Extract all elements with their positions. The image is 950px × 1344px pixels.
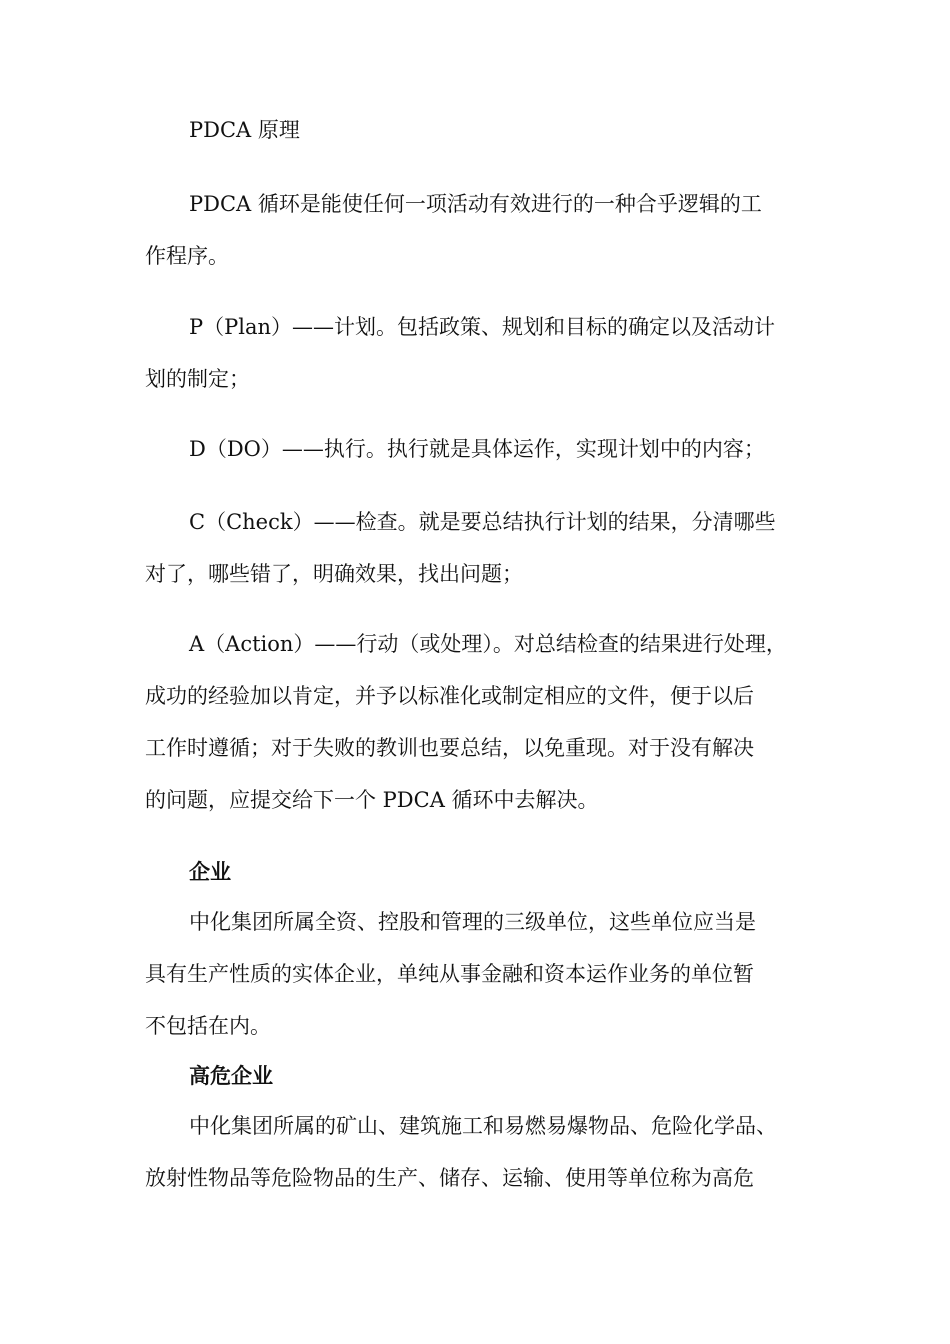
plan-line-1: P（Plan）——计划。包括政策、规划和目标的确定以及活动计	[189, 315, 776, 339]
section-title: PDCA 原理	[189, 118, 300, 142]
check-line-2: 对了，哪些错了，明确效果，找出问题；	[145, 562, 523, 586]
pdca-intro-line-2: 作程序。	[145, 244, 229, 268]
enterprise-body-line-3: 不包括在内。	[145, 1014, 271, 1038]
enterprise-body-line-1: 中化集团所属全资、控股和管理的三级单位，这些单位应当是	[189, 910, 756, 934]
action-line-4: 的问题，应提交给下一个 PDCA 循环中去解决。	[145, 788, 599, 812]
do-line-1: D（DO）——执行。执行就是具体运作，实现计划中的内容；	[189, 437, 765, 461]
plan-line-2: 划的制定；	[145, 367, 250, 391]
action-line-1: A（Action）——行动（或处理）。对总结检查的结果进行处理，	[189, 632, 787, 656]
action-line-2: 成功的经验加以肯定，并予以标准化或制定相应的文件，便于以后	[145, 684, 754, 708]
enterprise-body-line-2: 具有生产性质的实体企业，单纯从事金融和资本运作业务的单位暂	[145, 962, 754, 986]
enterprise-heading: 企业	[189, 859, 231, 884]
high-risk-body-line-1: 中化集团所属的矿山、建筑施工和易燃易爆物品、危险化学品、	[189, 1114, 777, 1138]
high-risk-heading: 高危企业	[189, 1063, 273, 1088]
check-line-1: C（Check）——检查。就是要总结执行计划的结果，分清哪些	[189, 510, 776, 534]
action-line-3: 工作时遵循；对于失败的教训也要总结，以免重现。对于没有解决	[145, 736, 754, 760]
pdca-intro-line-1: PDCA 循环是能使任何一项活动有效进行的一种合乎逻辑的工	[189, 192, 762, 216]
high-risk-body-line-2: 放射性物品等危险物品的生产、储存、运输、使用等单位称为高危	[145, 1166, 754, 1190]
